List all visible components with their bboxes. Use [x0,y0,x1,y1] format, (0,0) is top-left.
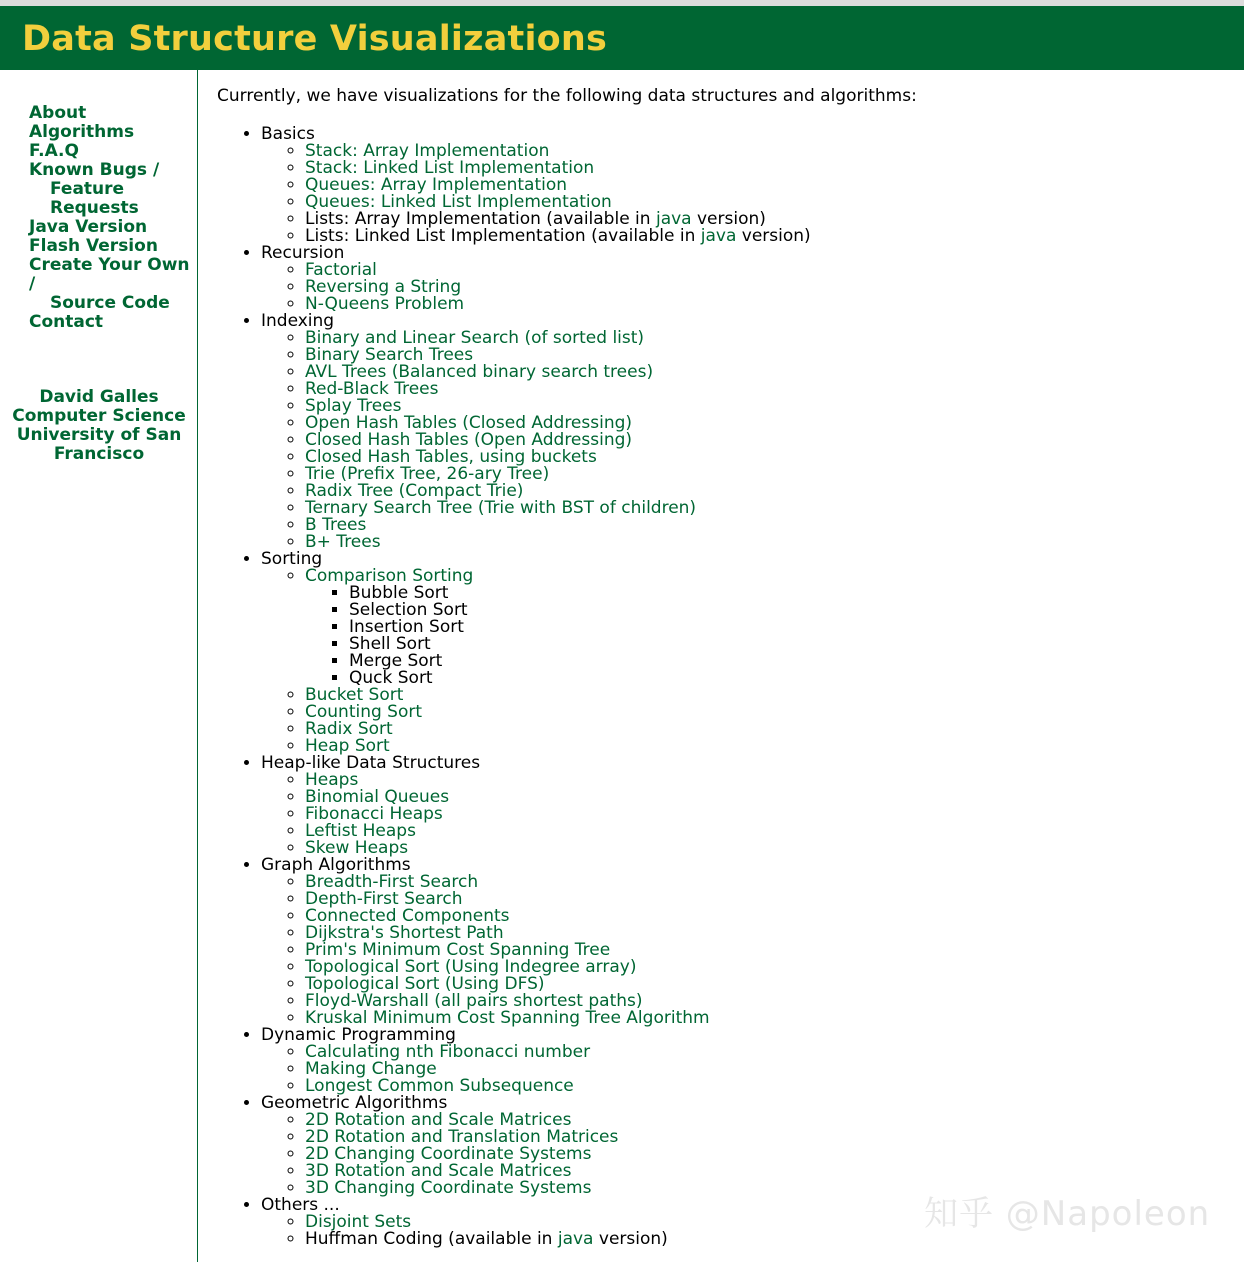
topic-text: version) [691,209,766,229]
category-title: Basics [261,124,315,144]
topic-link[interactable]: Queues: Linked List Implementation [305,192,612,212]
topic-link[interactable]: Topological Sort (Using DFS) [305,974,545,994]
topic-link[interactable]: Closed Hash Tables, using buckets [305,447,597,467]
category-item [261,313,1227,551]
nav-known-bugs-link[interactable] [29,161,191,218]
topic-link[interactable]: Radix Sort [305,719,393,739]
topic-item [305,806,1227,823]
topic-list [261,143,1227,245]
topic-item [305,534,1227,551]
topic-item [305,704,1227,721]
category-title: Sorting [261,549,323,569]
topic-item [305,823,1227,840]
topic-link[interactable]: Depth-First Search [305,889,463,909]
topic-list [261,772,1227,857]
topic-link[interactable]: B Trees [305,515,367,535]
topic-link[interactable]: 2D Changing Coordinate Systems [305,1144,592,1164]
nav-link-line: / [29,274,36,294]
credit-line: David Galles [39,387,159,407]
topic-item [305,1044,1227,1061]
topic-item [305,364,1227,381]
topic-list [261,262,1227,313]
topic-link[interactable]: AVL Trees (Balanced binary search trees) [305,362,654,382]
category-item [261,551,1227,755]
subtopic-list [305,585,1227,687]
topic-link[interactable]: Trie (Prefix Tree, 26-ary Tree) [305,464,550,484]
author-credit [0,388,198,464]
nav-link-line: Source Code [50,293,170,313]
subtopic-item: ▪ Selection Sort [349,602,1227,619]
main-content [217,84,1227,1248]
subtopic-item: ▪ Shell Sort [349,636,1227,653]
topic-text: version) [736,226,811,246]
category-item [261,755,1227,857]
topic-item [305,721,1227,738]
topic-item [305,228,1227,245]
nav-link-line: Requests [50,198,139,218]
topic-link[interactable]: 3D Changing Coordinate Systems [305,1178,592,1198]
watermark: 知乎 @Napoleon [924,1194,1211,1234]
topic-text: Lists: Linked List Implementation (available in [305,226,701,246]
category-item [261,245,1227,313]
category-title: Dynamic Programming [261,1025,456,1045]
topic-list [261,874,1227,1027]
topic-link[interactable]: Skew Heaps [305,838,409,858]
topic-link[interactable]: Longest Common Subsequence [305,1076,574,1096]
topic-link[interactable]: Connected Components [305,906,510,926]
topic-link[interactable]: 2D Rotation and Scale Matrices [305,1110,572,1130]
topic-link[interactable]: Leftist Heaps [305,821,416,841]
nav-about-link[interactable]: About [29,103,87,123]
topic-link[interactable]: 2D Rotation and Translation Matrices [305,1127,619,1147]
topic-link[interactable]: Red-Black Trees [305,379,439,399]
category-item [261,1027,1227,1095]
topic-link[interactable]: Binomial Queues [305,787,450,807]
topic-link[interactable]: 3D Rotation and Scale Matrices [305,1161,572,1181]
topic-link[interactable]: Comparison Sorting [305,566,474,586]
nav-link-line: Known Bugs / [29,160,160,180]
credit-line: Francisco [53,444,145,464]
topic-item [305,840,1227,857]
topic-link[interactable]: Stack: Array Implementation [305,141,550,161]
topic-link[interactable]: Open Hash Tables (Closed Addressing) [305,413,633,433]
topic-link[interactable]: Stack: Linked List Implementation [305,158,595,178]
topic-link[interactable]: Closed Hash Tables (Open Addressing) [305,430,633,450]
topic-link[interactable]: N-Queens Problem [305,294,465,314]
topic-link[interactable]: Heap Sort [305,736,390,756]
category-item [261,126,1227,245]
topic-link[interactable]: Radix Tree (Compact Trie) [305,481,524,501]
category-item [261,857,1227,1027]
topic-list [261,330,1227,551]
category-title: Indexing [261,311,335,331]
topic-list [261,1112,1227,1197]
subtopic-item: ▪ Bubble Sort [349,585,1227,602]
topic-link[interactable]: Fibonacci Heaps [305,804,443,824]
intro-text: Currently, we have visualizations for the following data structures and algorithms: [217,86,917,106]
topic-link[interactable]: Reversing a String [305,277,462,297]
category-item [261,1095,1227,1197]
credit-line: University of San [16,425,182,445]
java-version-link[interactable]: java [700,226,737,246]
topic-link[interactable]: Counting Sort [305,702,423,722]
category-title: Others ... [261,1195,340,1215]
sidebar [0,70,198,1262]
topic-item [305,789,1227,806]
sidebar-nav [29,104,191,332]
topic-link[interactable]: B+ Trees [305,532,381,552]
nav-link-line: Feature [50,179,125,199]
topic-link[interactable]: Dijkstra's Shortest Path [305,923,504,943]
topic-link[interactable]: Prim's Minimum Cost Spanning Tree [305,940,611,960]
topic-link[interactable]: Floyd-Warshall (all pairs shortest paths) [305,991,643,1011]
topic-list [261,568,1227,755]
topic-item [305,517,1227,534]
topic-link[interactable]: Factorial [305,260,377,280]
credit-line: Computer Science [12,406,186,426]
page-header [0,6,1244,70]
category-list [217,126,1227,1248]
nav-flash-version-link[interactable]: Flash Version [29,236,158,256]
nav-java-version-link[interactable]: Java Version [29,217,148,237]
topic-link[interactable]: Queues: Array Implementation [305,175,568,195]
topic-text: Lists: Array Implementation (available in [305,209,656,229]
page-title: Data Structure Visualizations [22,19,608,59]
subtopic-item: ▪ Quck Sort [349,670,1227,687]
topic-item [305,568,1227,687]
topic-link[interactable]: Kruskal Minimum Cost Spanning Tree Algorithm [305,1008,710,1028]
topic-link[interactable]: Disjoint Sets [305,1212,412,1232]
topic-item [305,381,1227,398]
category-title: Heap-like Data Structures [261,753,481,773]
subtopic-item: ▪ Insertion Sort [349,619,1227,636]
nav-contact-link[interactable]: Contact [29,312,104,332]
topic-text: Huffman Coding (available in [305,1229,558,1249]
topic-link[interactable]: Making Change [305,1059,437,1079]
nav-link-line: Create Your Own [29,255,190,275]
topic-item [305,500,1227,517]
topic-link[interactable]: Calculating nth Fibonacci number [305,1042,591,1062]
nav-create-your-own-link[interactable] [29,256,191,313]
topic-item [305,296,1227,313]
topic-text: version) [593,1229,668,1249]
nav-algorithms-link[interactable]: Algorithms [29,122,135,142]
topic-link[interactable]: Breadth-First Search [305,872,479,892]
topic-link[interactable]: Ternary Search Tree (Trie with BST of children) [305,498,697,518]
category-title: Recursion [261,243,345,263]
topic-link[interactable]: Topological Sort (Using Indegree array) [305,957,637,977]
topic-link[interactable]: Splay Trees [305,396,402,416]
topic-item [305,687,1227,704]
nav-faq-link[interactable]: F.A.Q [29,141,79,161]
java-version-link[interactable]: java [655,209,692,229]
topic-link[interactable]: Binary and Linear Search (of sorted list) [305,328,645,348]
topic-list [261,1044,1227,1095]
subtopic-item: ▪ Merge Sort [349,653,1227,670]
category-title: Geometric Algorithms [261,1093,448,1113]
topic-link[interactable]: Heaps [305,770,359,790]
java-version-link[interactable]: java [557,1229,594,1249]
topic-link[interactable]: Binary Search Trees [305,345,474,365]
topic-link[interactable]: Bucket Sort [305,685,404,705]
category-title: Graph Algorithms [261,855,411,875]
